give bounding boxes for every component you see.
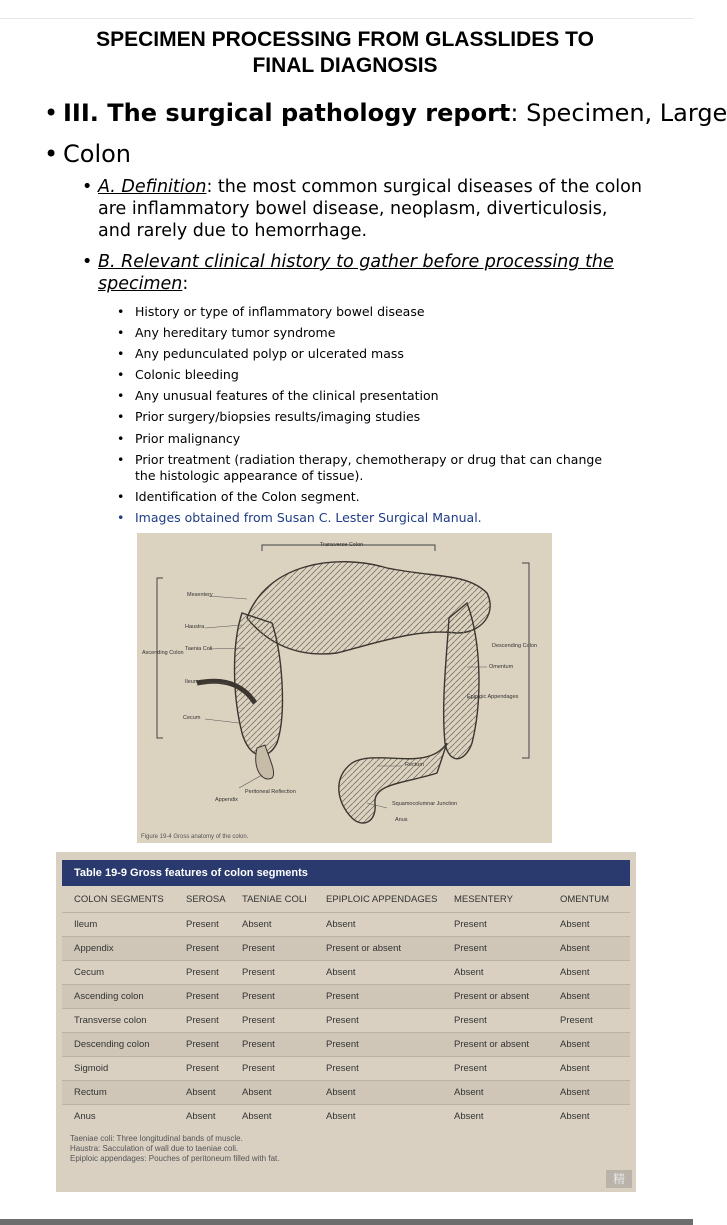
history-item: • Any hereditary tumor syndrome [117,325,336,340]
table-header-cell: OMENTUM [560,894,610,905]
history-item: • Prior treatment (radiation therapy, chemotherapy or drug that can change the histologic appearance of tissue). [117,452,603,483]
clinical-history-label: B. Relevant clinical history to gather before processing the specimen [98,252,614,294]
clinical-history-colon: : [182,274,189,294]
clinical-history-item [82,251,642,295]
label-cecum: Cecum [183,715,201,721]
watermark: 精 [606,1170,632,1188]
history-item: • History or type of inflammatory bowel disease [117,304,425,319]
definition-item [82,176,642,242]
table-header-cell: SEROSA [186,894,226,905]
table-header-cell: EPIPLOIC APPENDAGES [326,894,438,905]
source-note: • Images obtained from Susan C. Lester Surgical Manual. [117,510,482,525]
colon-heading: Colon [63,140,132,168]
label-peritoneal: Peritoneal Reflection [245,789,296,795]
label-ileum: Ileum [185,679,199,685]
history-item: • Prior surgery/biopsies results/imaging studies [117,409,421,424]
history-item: • Any pedunculated polyp or ulcerated mass [117,346,404,361]
descending-colon [444,603,479,759]
label-squamocolumnar: Squamocolumnar Junction [392,801,458,807]
top-divider [0,18,693,19]
label-haustra: Haustra [185,624,205,630]
table-row: Ascending colon Present Present Present Present or absent Absent [62,984,630,1008]
table-row: Ileum Present Absent Absent Present Absent [62,912,630,936]
bullet-dot: • [82,252,93,272]
label-epiploic: Epiploic Appendages [467,694,519,700]
table-row: Cecum Present Present Absent Absent Absent [62,960,630,984]
label-appendix: Appendix [215,797,238,803]
label-ascending: Ascending Colon [142,650,184,656]
label-rectum: Rectum [405,762,424,768]
label-anus: Anus [395,817,408,823]
history-item: • Prior malignancy [117,431,241,446]
slide-title-line1: SPECIMEN PROCESSING FROM GLASSLIDES TO [96,28,594,51]
table-row: Sigmoid Present Present Present Present Absent [62,1056,630,1080]
table-footnote: Taeniae coli: Three longitudinal bands of muscle. [70,1134,243,1143]
label-mesentery: Mesentery [187,592,213,598]
table-header-cell: TAENIAE COLI [242,894,307,905]
table-row: Anus Absent Absent Absent Absent Absent [62,1104,630,1128]
table-row: Rectum Absent Absent Absent Absent Absent [62,1080,630,1104]
report-heading: III. The surgical pathology report [63,99,511,127]
bullet-dot: • [44,140,59,168]
bottom-divider [0,1219,693,1225]
history-item: • Colonic bleeding [117,367,239,382]
slide-title-line2: FINAL DIAGNOSIS [252,54,438,77]
sigmoid-rectum [339,743,447,823]
history-item: • Identification of the Colon segment. [117,489,360,504]
label-omentum: Omentum [489,664,514,670]
label-taenia: Taenia Coli [185,646,213,652]
table-header-cell: COLON SEGMENTS [74,894,164,905]
gross-features-table [56,852,636,1192]
table-title: Table 19-9 Gross features of colon segments [62,860,630,886]
label-transverse: Transverse Colon [320,542,364,548]
history-item: • Any unusual features of the clinical presentation [117,388,439,403]
table-footnote: Haustra: Sacculation of wall due to taeniae coli. [70,1144,239,1153]
bullet-dot: • [82,177,93,197]
table-header-row [62,890,630,910]
table-footnote: Epiploic appendages: Pouches of peritoneum filled with fat. [70,1154,280,1163]
table-row: Descending colon Present Present Present Present or absent Absent [62,1032,630,1056]
table-footnotes [70,1134,279,1164]
bullet-dot: • [44,99,59,127]
colon-diagram [137,533,552,843]
slide-title [20,27,670,79]
table-row: Transverse colon Present Present Present Present Present [62,1008,630,1032]
table-header-cell: MESENTERY [454,894,513,905]
label-descending: Descending Colon [492,643,537,649]
report-heading-rest: : Specimen, Large [510,99,727,127]
figure-caption: Figure 19-4 Gross anatomy of the colon. [141,834,249,840]
ascending-colon [235,613,283,755]
colon-anatomy-figure [137,533,552,843]
definition-label: A. Definition [98,177,207,197]
definition-text: : the most common surgical diseases of the colon are inflammatory bowel disease, neoplasm, diverticulosis, and rarely due to hemorrhage. [98,177,642,241]
table-row: Appendix Present Present Present or absent Present Absent [62,936,630,960]
